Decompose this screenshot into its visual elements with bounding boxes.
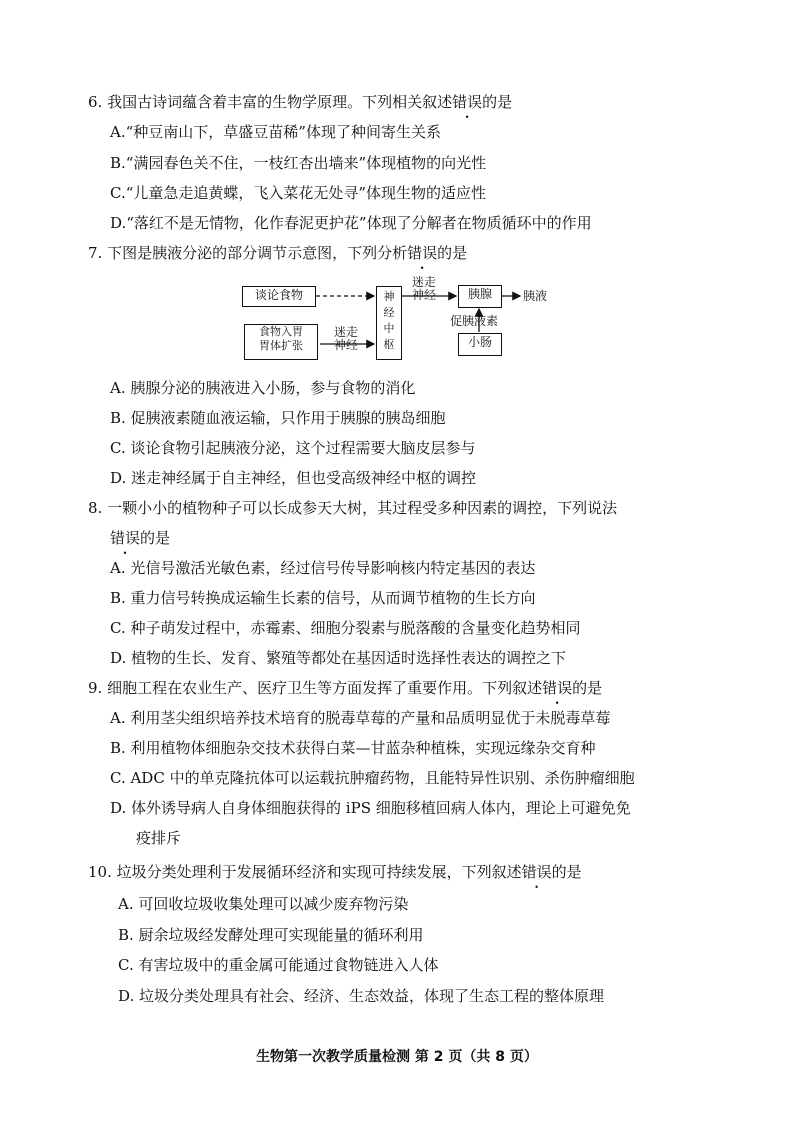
nerve-center-box: 神 经 中 枢 <box>376 286 402 360</box>
question-7-option-c: C. 谈论食物引起胰液分泌，这个过程需要大脑皮层参与 <box>110 439 476 457</box>
question-6-stem: 6. 我国古诗词蕴含着丰富的生物学原理。下列相关叙述错误的是 <box>88 93 513 111</box>
talk-food-box: 谈论食物 <box>242 286 316 307</box>
question-9-stem: 9. 细胞工程在农业生产、医疗卫生等方面发挥了重要作用。下列叙述错误的是 <box>88 679 603 697</box>
question-8-option-c: C. 种子萌发过程中，赤霉素、细胞分裂素与脱落酸的含量变化趋势相同 <box>110 619 581 637</box>
food-stomach-box: 食物入胃 胃体扩张 <box>244 324 318 360</box>
question-6-option-d: D.“落红不是无情物，化作春泥更护花”体现了分解者在物质循环中的作用 <box>110 214 592 232</box>
question-9-option-b: B. 利用植物体细胞杂交技术获得白菜—甘蓝杂种植株，实现远缘杂交育种 <box>110 739 596 757</box>
question-10-option-a: A. 可回收垃圾收集处理可以减少废弃物污染 <box>118 895 409 913</box>
question-8-option-d: D. 植物的生长、发育、繁殖等都处在基因适时选择性表达的调控之下 <box>110 649 567 667</box>
question-6-option-b: B.“满园春色关不住，一枝红杏出墙来”体现植物的向光性 <box>110 154 487 172</box>
page-footer: 生物第一次教学质量检测 第 2 页（共 8 页） <box>256 1049 538 1065</box>
question-8-stem: 8. 一颗小小的植物种子可以长成参天大树，其过程受多种因素的调控，下列说法 <box>88 499 618 517</box>
question-9-option-d: D. 体外诱导病人自身体细胞获得的 iPS 细胞移植回病人体内，理论上可避免免 <box>110 799 631 817</box>
question-6-option-a: A.“种豆南山下，草盛豆苗稀”体现了种间寄生关系 <box>110 123 441 141</box>
question-6-option-c: C.“儿童急走追黄蝶，飞入菜花无处寻”体现生物的适应性 <box>110 184 487 202</box>
question-7-option-a: A. 胰腺分泌的胰液进入小肠，参与食物的消化 <box>110 379 416 397</box>
pancreatic-secretion-diagram <box>240 276 570 360</box>
question-9-option-c: C. ADC 中的单克隆抗体可以运载抗肿瘤药物，且能特异性识别、杀伤肿瘤细胞 <box>110 769 635 787</box>
pancreas-box: 胰腺 <box>458 285 502 308</box>
vagus-nerve-label-top: 迷走 神经 <box>412 275 437 302</box>
pancreatic-juice-label: 胰液 <box>523 289 548 303</box>
question-7-option-d: D. 迷走神经属于自主神经，但也受高级神经中枢的调控 <box>110 469 477 487</box>
question-9-option-d-continued: 疫排斥 <box>136 829 182 847</box>
question-10-option-b: B. 厨余垃圾经发酵处理可实现能量的循环利用 <box>118 926 424 944</box>
question-10-option-c: C. 有害垃圾中的重金属可能通过食物链进入人体 <box>118 956 439 974</box>
question-8-option-a: A. 光信号激活光敏色素，经过信号传导影响核内特定基因的表达 <box>110 559 536 577</box>
question-7-option-b: B. 促胰液素随血液运输，只作用于胰腺的胰岛细胞 <box>110 409 446 427</box>
question-8-option-b: B. 重力信号转换成运输生长素的信号，从而调节植物的生长方向 <box>110 589 536 607</box>
vagus-nerve-label-bottom: 迷走 神经 <box>334 325 359 352</box>
secretin-label: 促胰液素 <box>450 314 499 328</box>
question-10-option-d: D. 垃圾分类处理具有社会、经济、生态效益，体现了生态工程的整体原理 <box>118 987 605 1005</box>
question-7-stem: 7. 下图是胰液分泌的部分调节示意图，下列分析错误的是 <box>88 244 468 262</box>
question-9-option-a: A. 利用茎尖组织培养技术培育的脱毒草莓的产量和品质明显优于未脱毒草莓 <box>110 709 611 727</box>
question-8-stem-continued: 错误的是 <box>110 529 171 547</box>
small-intestine-box: 小肠 <box>458 333 502 356</box>
question-10-stem: 10. 垃圾分类处理利于发展循环经济和实现可持续发展，下列叙述错误的是 <box>88 863 582 881</box>
